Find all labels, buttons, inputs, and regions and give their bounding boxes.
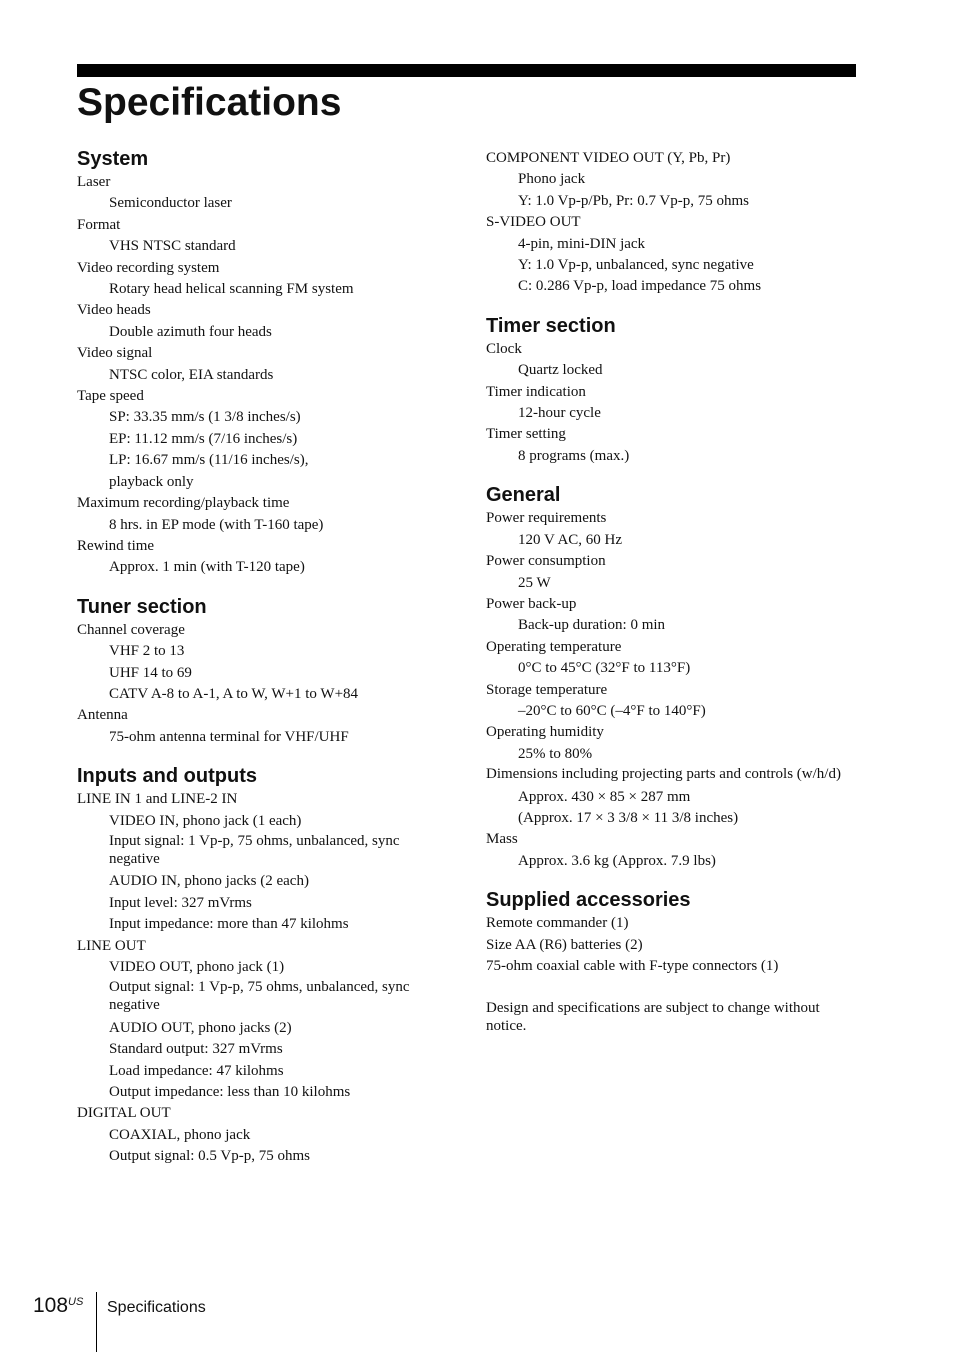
- section-heading: Timer section: [486, 314, 616, 337]
- spec-label: S-VIDEO OUT: [486, 214, 581, 231]
- spec-value: SP: 33.35 mm/s (1 3/8 inches/s): [109, 409, 301, 426]
- spec-value: Quartz locked: [518, 362, 603, 379]
- spec-value: Output signal: 0.5 Vp-p, 75 ohms: [109, 1148, 310, 1165]
- spec-label: Video recording system: [77, 259, 220, 276]
- section-heading: General: [486, 484, 561, 507]
- spec-value: Output impedance: less than 10 kilohms: [109, 1084, 351, 1100]
- spec-value: 25 W: [518, 574, 551, 591]
- spec-value: Approx. 1 min (with T-120 tape): [109, 559, 305, 576]
- spec-value: UHF 14 to 69: [109, 664, 192, 681]
- section-heading: Supplied accessories: [486, 889, 691, 912]
- spec-value: 4-pin, mini-DIN jack: [518, 235, 646, 252]
- spec-value: Phono jack: [518, 171, 586, 188]
- spec-value: Input impedance: more than 47 kilohms: [109, 916, 349, 933]
- spec-label: Video heads: [77, 302, 151, 319]
- spec-value: Approx. 3.6 kg (Approx. 7.9 lbs): [518, 852, 716, 869]
- spec-label: Video signal: [77, 345, 153, 362]
- spec-value: playback only: [109, 473, 194, 490]
- spec-value: –20°C to 60°C (–4°F to 140°F): [518, 702, 706, 719]
- spec-label: Rewind time: [77, 537, 155, 554]
- spec-value: Back-up duration: 0 min: [518, 617, 666, 634]
- section-heading: Inputs and outputs: [77, 765, 257, 788]
- spec-label: Power requirements: [486, 510, 607, 527]
- spec-value: Input signal: 1 Vp-p, 75 ohms, unbalanced, sync negative: [109, 832, 400, 867]
- spec-label: Operating humidity: [486, 724, 604, 741]
- footer-label: Specifications: [107, 1299, 206, 1316]
- spec-value: Output signal: 1 Vp-p, 75 ohms, unbalanced, sync negative: [109, 979, 410, 1014]
- page-title: Specifications: [77, 81, 342, 124]
- spec-value: NTSC color, EIA standards: [109, 366, 274, 383]
- spec-label: COMPONENT VIDEO OUT (Y, Pb, Pr): [486, 150, 731, 166]
- section-general: [486, 467, 856, 872]
- spec-value: 25% to 80%: [518, 745, 593, 762]
- spec-label: Laser: [77, 174, 111, 190]
- section-continued: [486, 148, 856, 298]
- spec-value: C: 0.286 Vp-p, load impedance 75 ohms: [518, 278, 762, 295]
- spec-label: LINE OUT: [77, 937, 146, 954]
- spec-label: Channel coverage: [77, 621, 185, 638]
- spec-value: AUDIO IN, phono jacks (2 each): [109, 873, 309, 890]
- section-tuner-section: [77, 579, 447, 748]
- spec-value: EP: 11.12 mm/s (7/16 inches/s): [109, 430, 298, 447]
- spec-label: Timer indication: [486, 383, 586, 400]
- spec-value: COAXIAL, phono jack: [109, 1126, 251, 1143]
- spec-value: Y: 1.0 Vp-p, unbalanced, sync negative: [518, 257, 754, 274]
- right-column: [486, 146, 856, 1035]
- spec-label: Timer setting: [486, 426, 566, 443]
- section-inputs-and-outputs: [77, 748, 447, 1167]
- section-timer-section: [486, 298, 856, 467]
- spec-value: LP: 16.67 mm/s (11/16 inches/s),: [109, 452, 309, 469]
- spec-value: Standard output: 327 mVrms: [109, 1041, 283, 1058]
- spec-label: Power back-up: [486, 595, 577, 612]
- spec-label: Mass: [486, 831, 518, 848]
- spec-value: 0°C to 45°C (32°F to 113°F): [518, 660, 691, 677]
- spec-label: Remote commander (1): [486, 915, 629, 932]
- spec-value: 8 programs (max.): [518, 447, 630, 464]
- spec-label: Antenna: [77, 707, 128, 724]
- spec-label: DIGITAL OUT: [77, 1105, 171, 1122]
- spec-value: VHF 2 to 13: [109, 643, 185, 660]
- spec-label: LINE IN 1 and LINE-2 IN: [77, 791, 238, 808]
- spec-value: 120 V AC, 60 Hz: [518, 531, 623, 548]
- footer-divider: [96, 1292, 97, 1352]
- spec-label: Operating temperature: [486, 638, 622, 655]
- page-number: $108^{US}$: [33, 1294, 84, 1317]
- disclaimer-note: Design and specifications are subject to change without notice.: [486, 1000, 820, 1035]
- page-suffix: US: [68, 1296, 84, 1308]
- spec-value: Semiconductor laser: [109, 195, 232, 212]
- spec-label: Clock: [486, 340, 522, 357]
- spec-value: 75-ohm antenna terminal for VHF/UHF: [109, 728, 349, 745]
- spec-value: CATV A-8 to A-1, A to W, W+1 to W+84: [109, 685, 359, 702]
- spec-label: Maximum recording/playback time: [77, 495, 290, 512]
- spec-label: Tape speed: [77, 388, 144, 405]
- spec-label: Power consumption: [486, 553, 606, 570]
- left-column: [77, 146, 447, 1168]
- spec-value: VIDEO OUT, phono jack (1): [109, 958, 285, 975]
- title-rule: [77, 64, 856, 77]
- spec-value: Double azimuth four heads: [109, 323, 272, 340]
- spec-value: Rotary head helical scanning FM system: [109, 281, 354, 298]
- spec-value: (Approx. 17 × 3 3/8 × 11 3/8 inches): [518, 809, 739, 826]
- spec-label: Storage temperature: [486, 681, 608, 698]
- spec-value: VHS NTSC standard: [109, 238, 236, 255]
- spec-value: Approx. 430 × 85 × 287 mm: [518, 788, 691, 805]
- spec-value: VIDEO IN, phono jack (1 each): [109, 812, 302, 829]
- spec-label: Size AA (R6) batteries (2): [486, 936, 643, 953]
- spec-value: 12-hour cycle: [518, 405, 601, 422]
- spec-value: 8 hrs. in EP mode (with T-160 tape): [109, 516, 324, 533]
- section-heading: System: [77, 148, 149, 170]
- spec-label: Format: [77, 216, 121, 233]
- section-system: [77, 146, 447, 579]
- spec-value: Y: 1.0 Vp-p/Pb, Pr: 0.7 Vp-p, 75 ohms: [518, 192, 750, 209]
- section-heading: Tuner section: [77, 595, 207, 618]
- spec-value: Input level: 327 mVrms: [109, 894, 252, 911]
- section-supplied-accessories: [486, 872, 856, 977]
- spec-label: 75-ohm coaxial cable with F-type connectors (1): [486, 957, 779, 974]
- spec-label: Dimensions including projecting parts and controls (w/h/d): [486, 766, 841, 783]
- spec-value: Load impedance: 47 kilohms: [109, 1062, 284, 1079]
- spec-value: AUDIO OUT, phono jacks (2): [109, 1019, 292, 1036]
